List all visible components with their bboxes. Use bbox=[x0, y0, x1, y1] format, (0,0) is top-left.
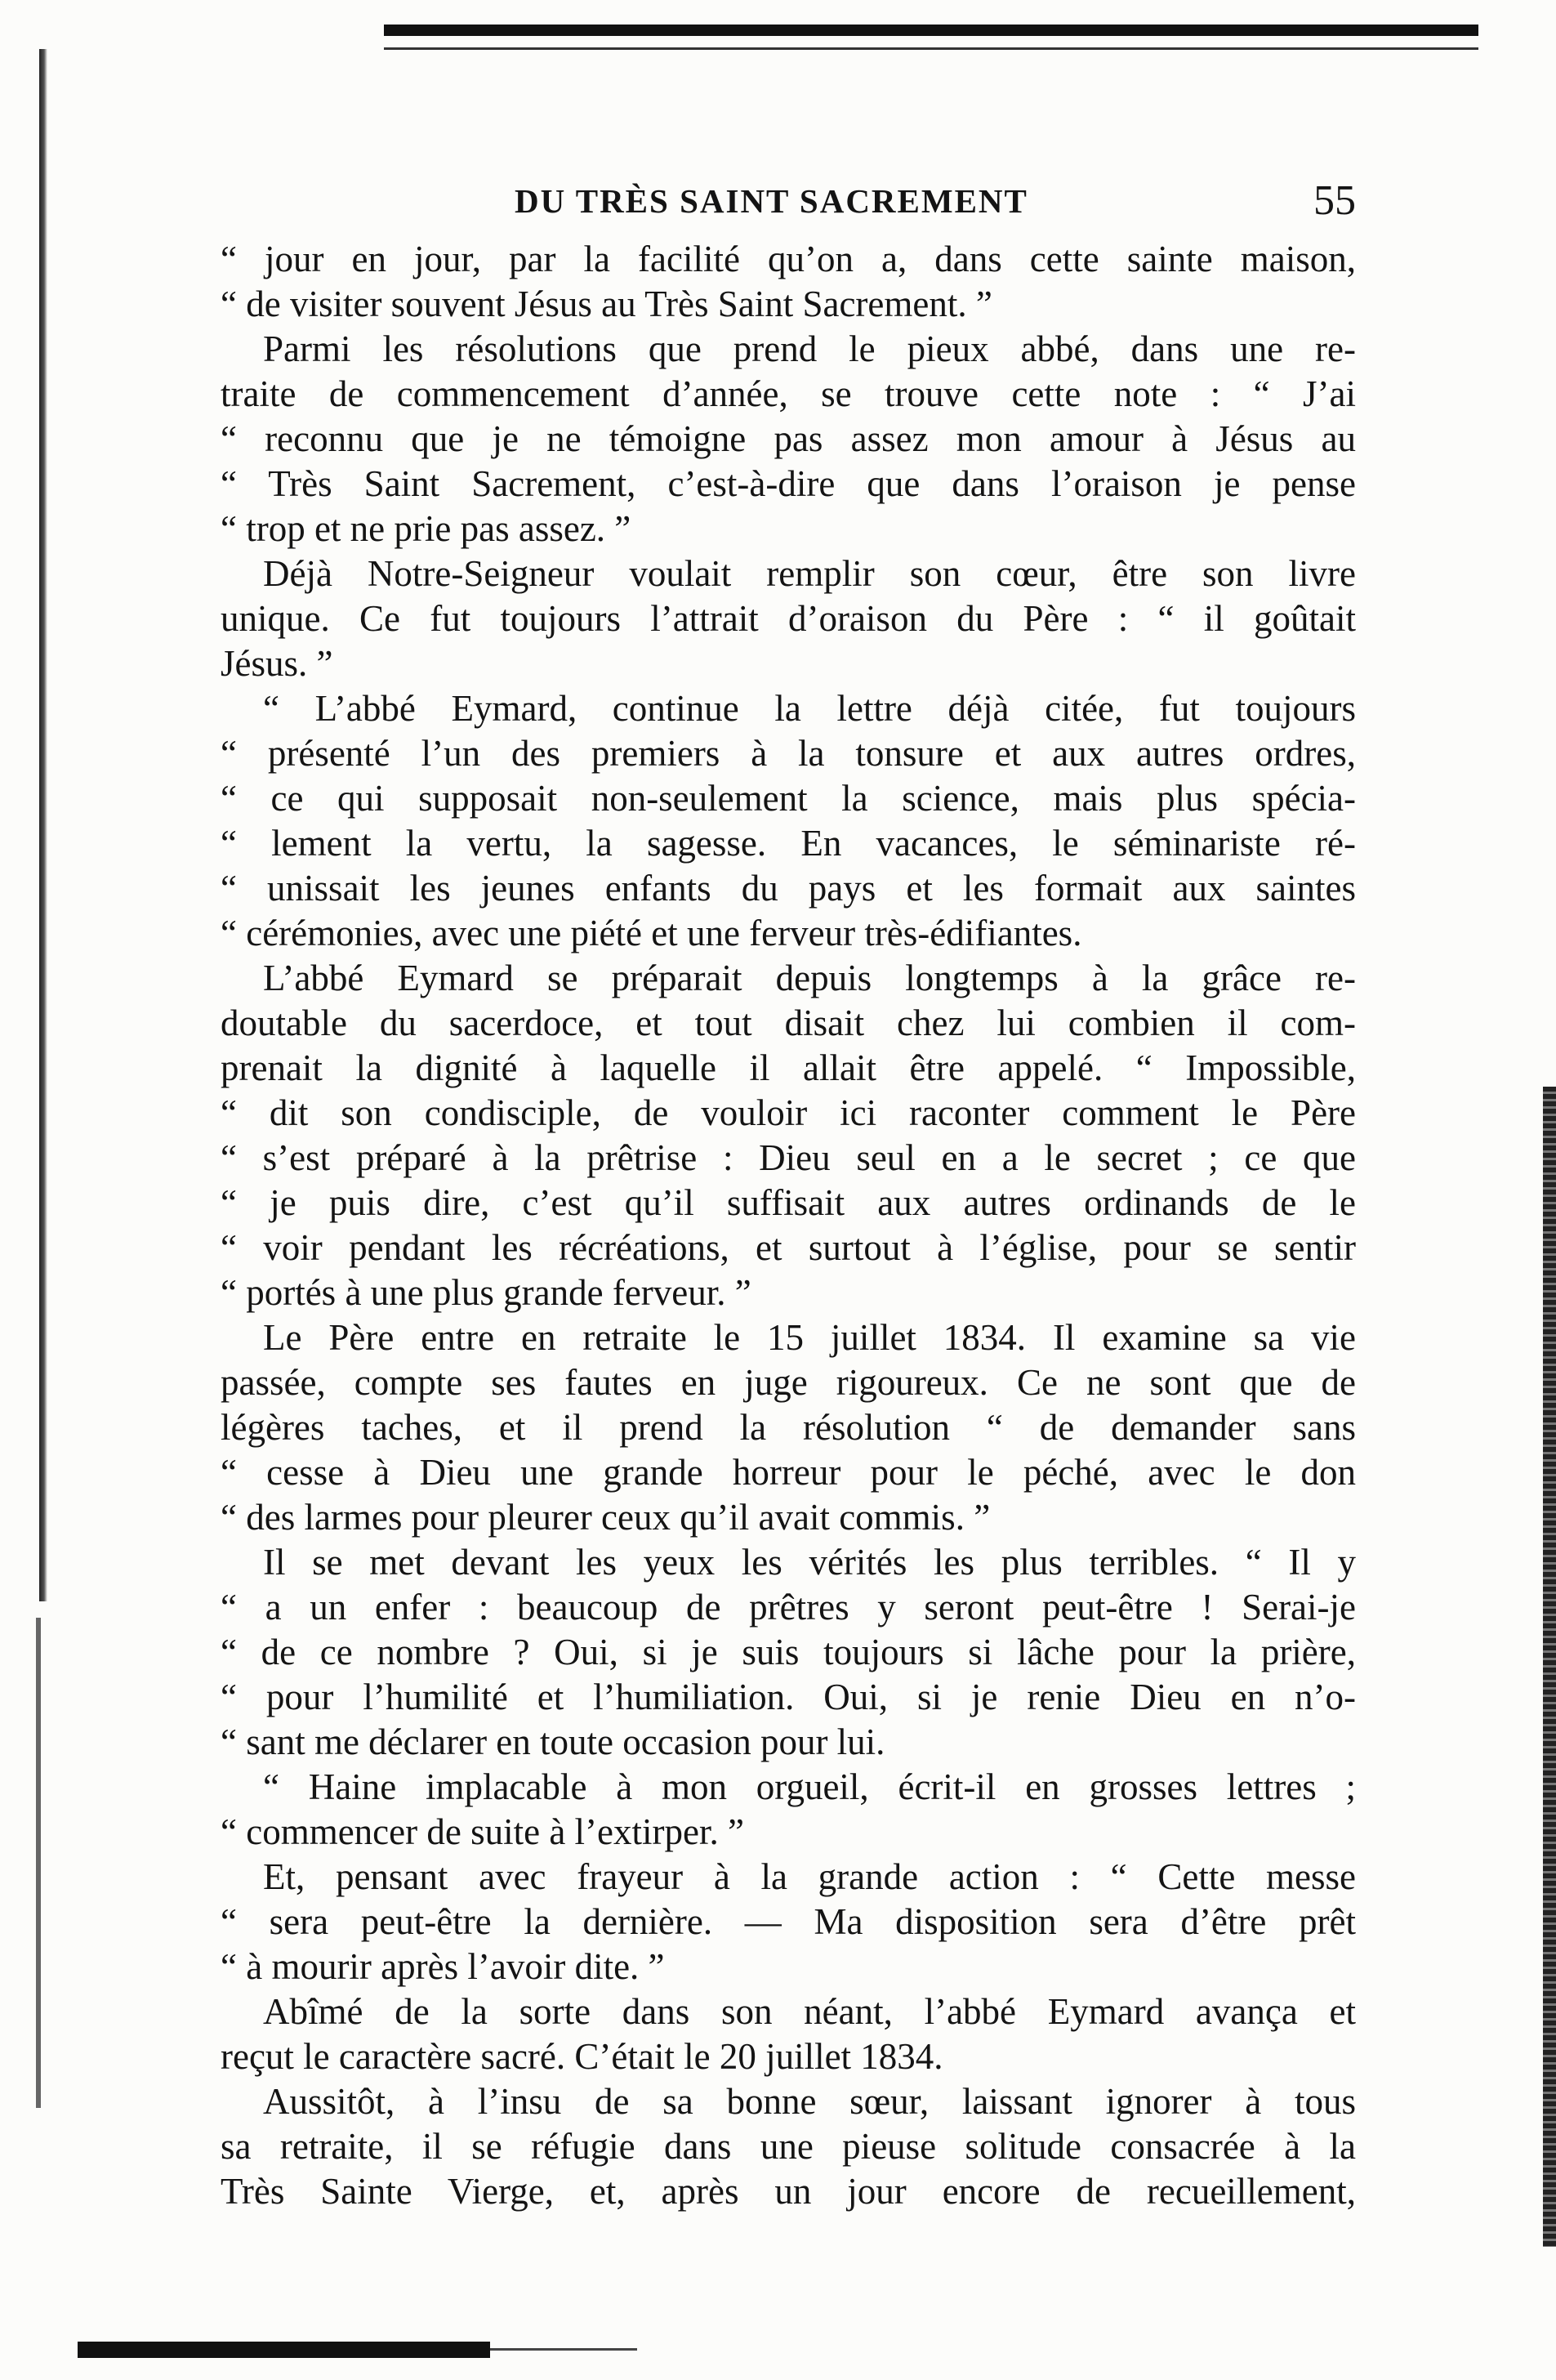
text-line: prenait la dignité à laquelle il allait être appelé. “ Impossible, bbox=[221, 1047, 1356, 1088]
text-line: “ jour en jour, par la facilité qu’on a, dans cette sainte maison, bbox=[221, 239, 1356, 279]
text-line: Déjà Notre-Seigneur voulait remplir son cœur, être son livre bbox=[263, 553, 1356, 594]
scan-edge-left-lower bbox=[36, 1618, 41, 2108]
text-line: “ reconnu que je ne témoigne pas assez mon amour à Jésus au bbox=[221, 418, 1356, 459]
running-head: DU TRÈS SAINT SACREMENT bbox=[515, 182, 1028, 220]
page-header bbox=[270, 177, 1356, 230]
scan-edge-top-thin bbox=[384, 47, 1478, 50]
text-line: Aussitôt, à l’insu de sa bonne sœur, laissant ignorer à tous bbox=[263, 2081, 1356, 2122]
text-line: “ à mourir après l’avoir dite. ” bbox=[221, 1946, 665, 1987]
text-line: “ je puis dire, c’est qu’il suffisait aux autres ordinands de le bbox=[221, 1182, 1356, 1223]
scan-edge-right bbox=[1543, 1087, 1556, 2247]
text-line: traite de commencement d’année, se trouve cette note : “ J’ai bbox=[221, 373, 1356, 414]
text-line: “ dit son condisciple, de vouloir ici raconter comment le Père bbox=[221, 1092, 1356, 1133]
text-line: unique. Ce fut toujours l’attrait d’oraison du Père : “ il goûtait bbox=[221, 598, 1356, 639]
scan-edge-bottom bbox=[78, 2342, 490, 2358]
text-line: “ portés à une plus grande ferveur. ” bbox=[221, 1272, 751, 1313]
text-line: “ s’est préparé à la prêtrise : Dieu seul en a le secret ; ce que bbox=[221, 1137, 1356, 1178]
text-line: “ voir pendant les récréations, et surtout à l’église, pour se sentir bbox=[221, 1227, 1356, 1268]
text-line: doutable du sacerdoce, et tout disait chez lui combien il com- bbox=[221, 1002, 1356, 1043]
text-line: “ unissait les jeunes enfants du pays et les formait aux saintes bbox=[221, 868, 1356, 909]
text-line: “ pour l’humilité et l’humiliation. Oui, si je renie Dieu en n’o- bbox=[221, 1677, 1356, 1717]
text-line: “ sera peut-être la dernière. — Ma disposition sera d’être prêt bbox=[221, 1901, 1356, 1942]
text-line: Abîmé de la sorte dans son néant, l’abbé Eymard avança et bbox=[263, 1991, 1356, 2032]
text-line: “ de visiter souvent Jésus au Très Saint Sacrement. ” bbox=[221, 284, 992, 324]
text-line: “ L’abbé Eymard, continue la lettre déjà citée, fut toujours bbox=[263, 688, 1356, 729]
text-line: “ présenté l’un des premiers à la tonsure et aux autres ordres, bbox=[221, 733, 1356, 774]
text-line: sa retraite, il se réfugie dans une pieuse solitude consacrée à la bbox=[221, 2126, 1356, 2167]
text-line: passée, compte ses fautes en juge rigoureux. Ce ne sont que de bbox=[221, 1362, 1356, 1403]
text-line: L’abbé Eymard se préparait depuis longtemps à la grâce re- bbox=[263, 958, 1356, 998]
scan-edge-bottom-tail bbox=[490, 2348, 637, 2351]
text-line: “ ce qui supposait non-seulement la science, mais plus spécia- bbox=[221, 778, 1356, 819]
text-line: “ cérémonies, avec une piété et une ferveur très-édifiantes. bbox=[221, 913, 1082, 953]
text-line: “ a un enfer : beaucoup de prêtres y seront peut-être ! Serai-je bbox=[221, 1587, 1356, 1628]
text-line: Parmi les résolutions que prend le pieux abbé, dans une re- bbox=[263, 328, 1356, 369]
text-line: Il se met devant les yeux les vérités les plus terribles. “ Il y bbox=[263, 1542, 1356, 1583]
text-line: “ des larmes pour pleurer ceux qu’il avait commis. ” bbox=[221, 1497, 991, 1538]
text-line: “ Haine implacable à mon orgueil, écrit-il en grosses lettres ; bbox=[263, 1766, 1356, 1807]
scan-edge-left bbox=[39, 49, 47, 1601]
text-line: “ trop et ne prie pas assez. ” bbox=[221, 508, 631, 549]
text-line: reçut le caractère sacré. C’était le 20 juillet 1834. bbox=[221, 2036, 943, 2077]
text-line: “ cesse à Dieu une grande horreur pour le péché, avec le don bbox=[221, 1452, 1356, 1493]
text-line: légères taches, et il prend la résolution “ de demander sans bbox=[221, 1407, 1356, 1448]
text-line: Jésus. ” bbox=[221, 643, 333, 684]
text-line: “ de ce nombre ? Oui, si je suis toujours si lâche pour la prière, bbox=[221, 1632, 1356, 1672]
page-number: 55 bbox=[1313, 177, 1356, 224]
text-line: “ commencer de suite à l’extirper. ” bbox=[221, 1811, 744, 1852]
text-line: Et, pensant avec frayeur à la grande action : “ Cette messe bbox=[263, 1856, 1356, 1897]
text-line: “ sant me déclarer en toute occasion pour lui. bbox=[221, 1721, 885, 1762]
text-line: Très Sainte Vierge, et, après un jour encore de recueillement, bbox=[221, 2171, 1356, 2212]
scan-edge-top bbox=[384, 25, 1478, 36]
body-text bbox=[221, 237, 1356, 2214]
text-line: “ lement la vertu, la sagesse. En vacances, le séminariste ré- bbox=[221, 823, 1356, 864]
text-line: Le Père entre en retraite le 15 juillet 1834. Il examine sa vie bbox=[263, 1317, 1356, 1358]
text-line: “ Très Saint Sacrement, c’est-à-dire que dans l’oraison je pense bbox=[221, 463, 1356, 504]
